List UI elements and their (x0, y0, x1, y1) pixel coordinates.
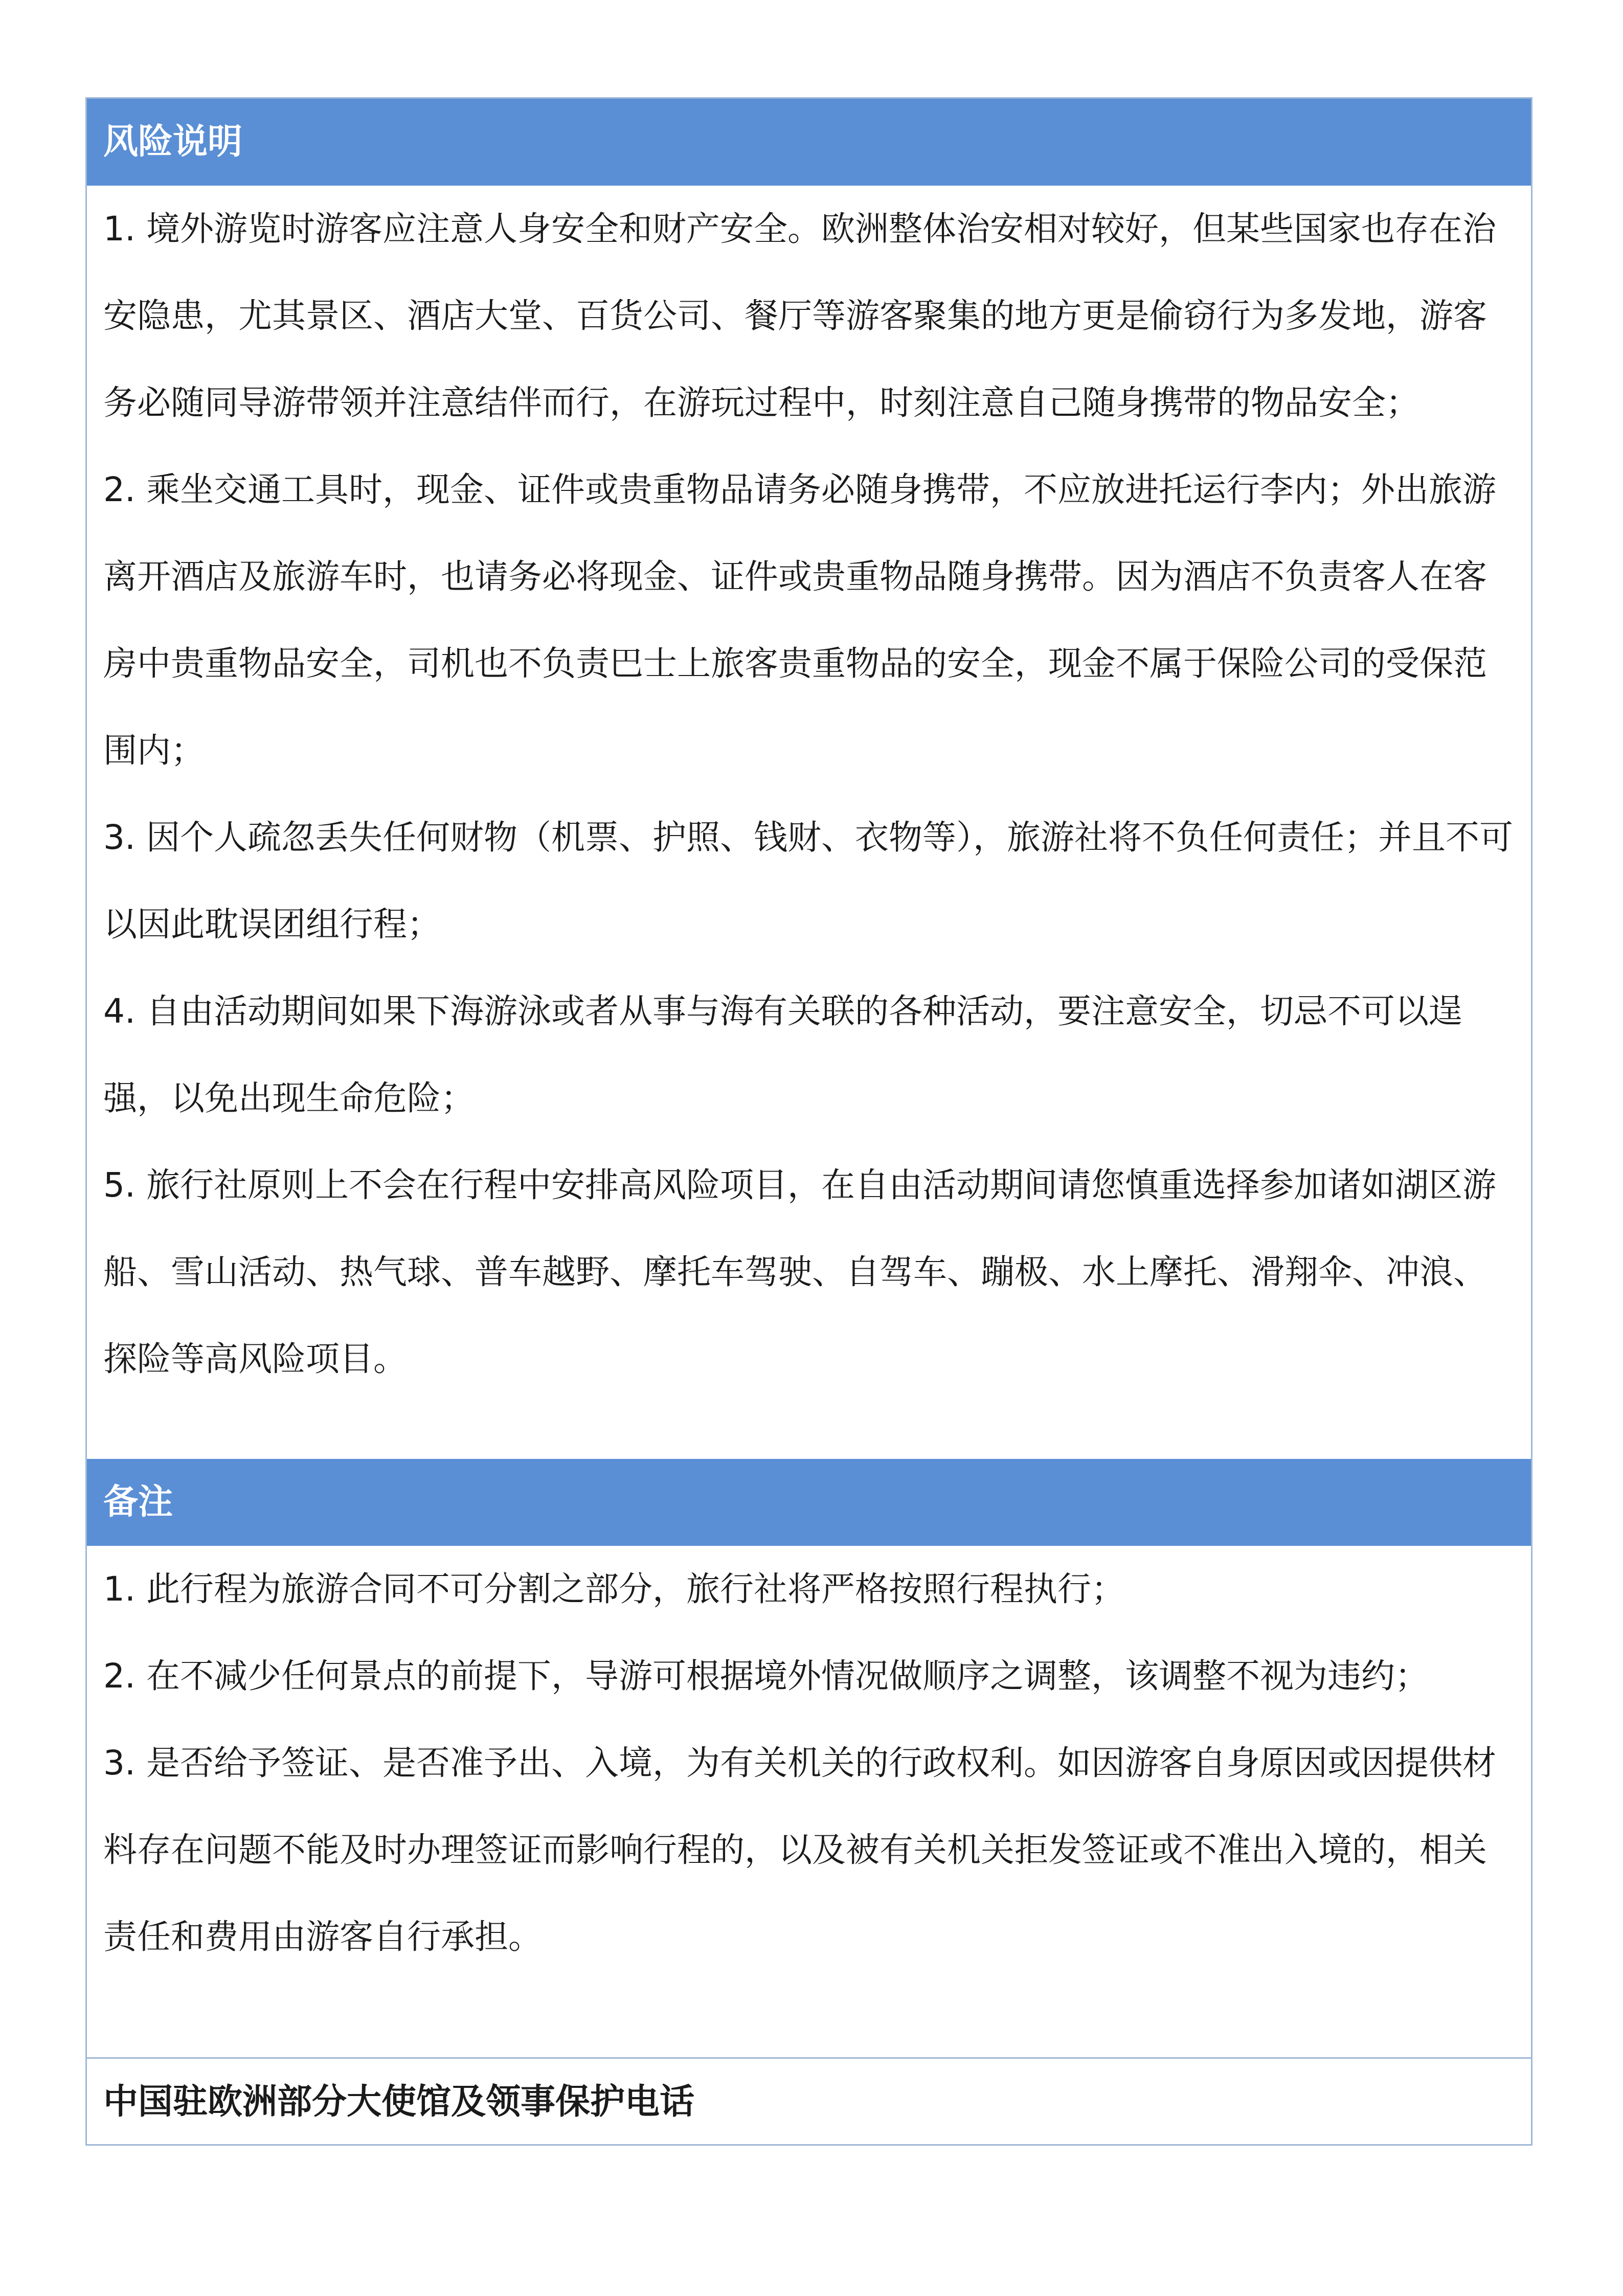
note-item: 3. 是否给予签证、是否准予出、入境，为有关机关的行政权利。如因游客自身原因或因提供材料存在问题不能及时办理签证而影响行程的，以及被有关机关拒发签证或不准出入境的，相关责任和费用由游客自行承担。 (103, 1743, 1496, 1956)
notes-section-header: 备注 (87, 1459, 1531, 1546)
embassy-contacts-heading: 中国驻欧洲部分大使馆及领事保护电话 (87, 2057, 1531, 2144)
risk-item: 3. 因个人疏忽丢失任何财物（机票、护照、钱财、衣物等），旅游社将不负任何责任；并且不可以因此耽误团组行程； (103, 818, 1513, 944)
risk-section-body (87, 186, 1531, 1459)
risk-item: 1. 境外游览时游客应注意人身安全和财产安全。欧洲整体治安相对较好，但某些国家也存在治安隐患，尤其景区、酒店大堂、百货公司、餐厅等游客聚集的地方更是偷窃行为多发地，游客务必随同导游带领并注意结伴而行，在游玩过程中，时刻注意自己随身携带的物品安全； (103, 209, 1496, 422)
risk-item: 2. 乘坐交通工具时，现金、证件或贵重物品请务必随身携带，不应放进托运行李内；外出旅游离开酒店及旅游车时，也请务必将现金、证件或贵重物品随身携带。因为酒店不负责客人在客房中贵重物品安全，司机也不负责巴士上旅客贵重物品的安全，现金不属于保险公司的受保范围内； (103, 470, 1496, 770)
risk-item: 4. 自由活动期间如果下海游泳或者从事与海有关联的各种活动，要注意安全，切忌不可以逞强，以免出现生命危险； (103, 992, 1462, 1118)
risk-item: 5. 旅行社原则上不会在行程中安排高风险项目，在自由活动期间请您慎重选择参加诸如湖区游船、雪山活动、热气球、普车越野、摩托车驾驶、自驾车、蹦极、水上摩托、滑翔伞、冲浪、探险等高风险项目。 (103, 1165, 1496, 1379)
notes-section-body (87, 1546, 1531, 2057)
itinerary-info-table (85, 97, 1532, 2146)
risk-section-header: 风险说明 (87, 99, 1531, 186)
note-item: 1. 此行程为旅游合同不可分割之部分，旅行社将严格按照行程执行； (103, 1569, 1125, 1609)
note-item: 2. 在不减少任何景点的前提下，导游可根据境外情况做顺序之调整，该调整不视为违约； (103, 1656, 1429, 1696)
